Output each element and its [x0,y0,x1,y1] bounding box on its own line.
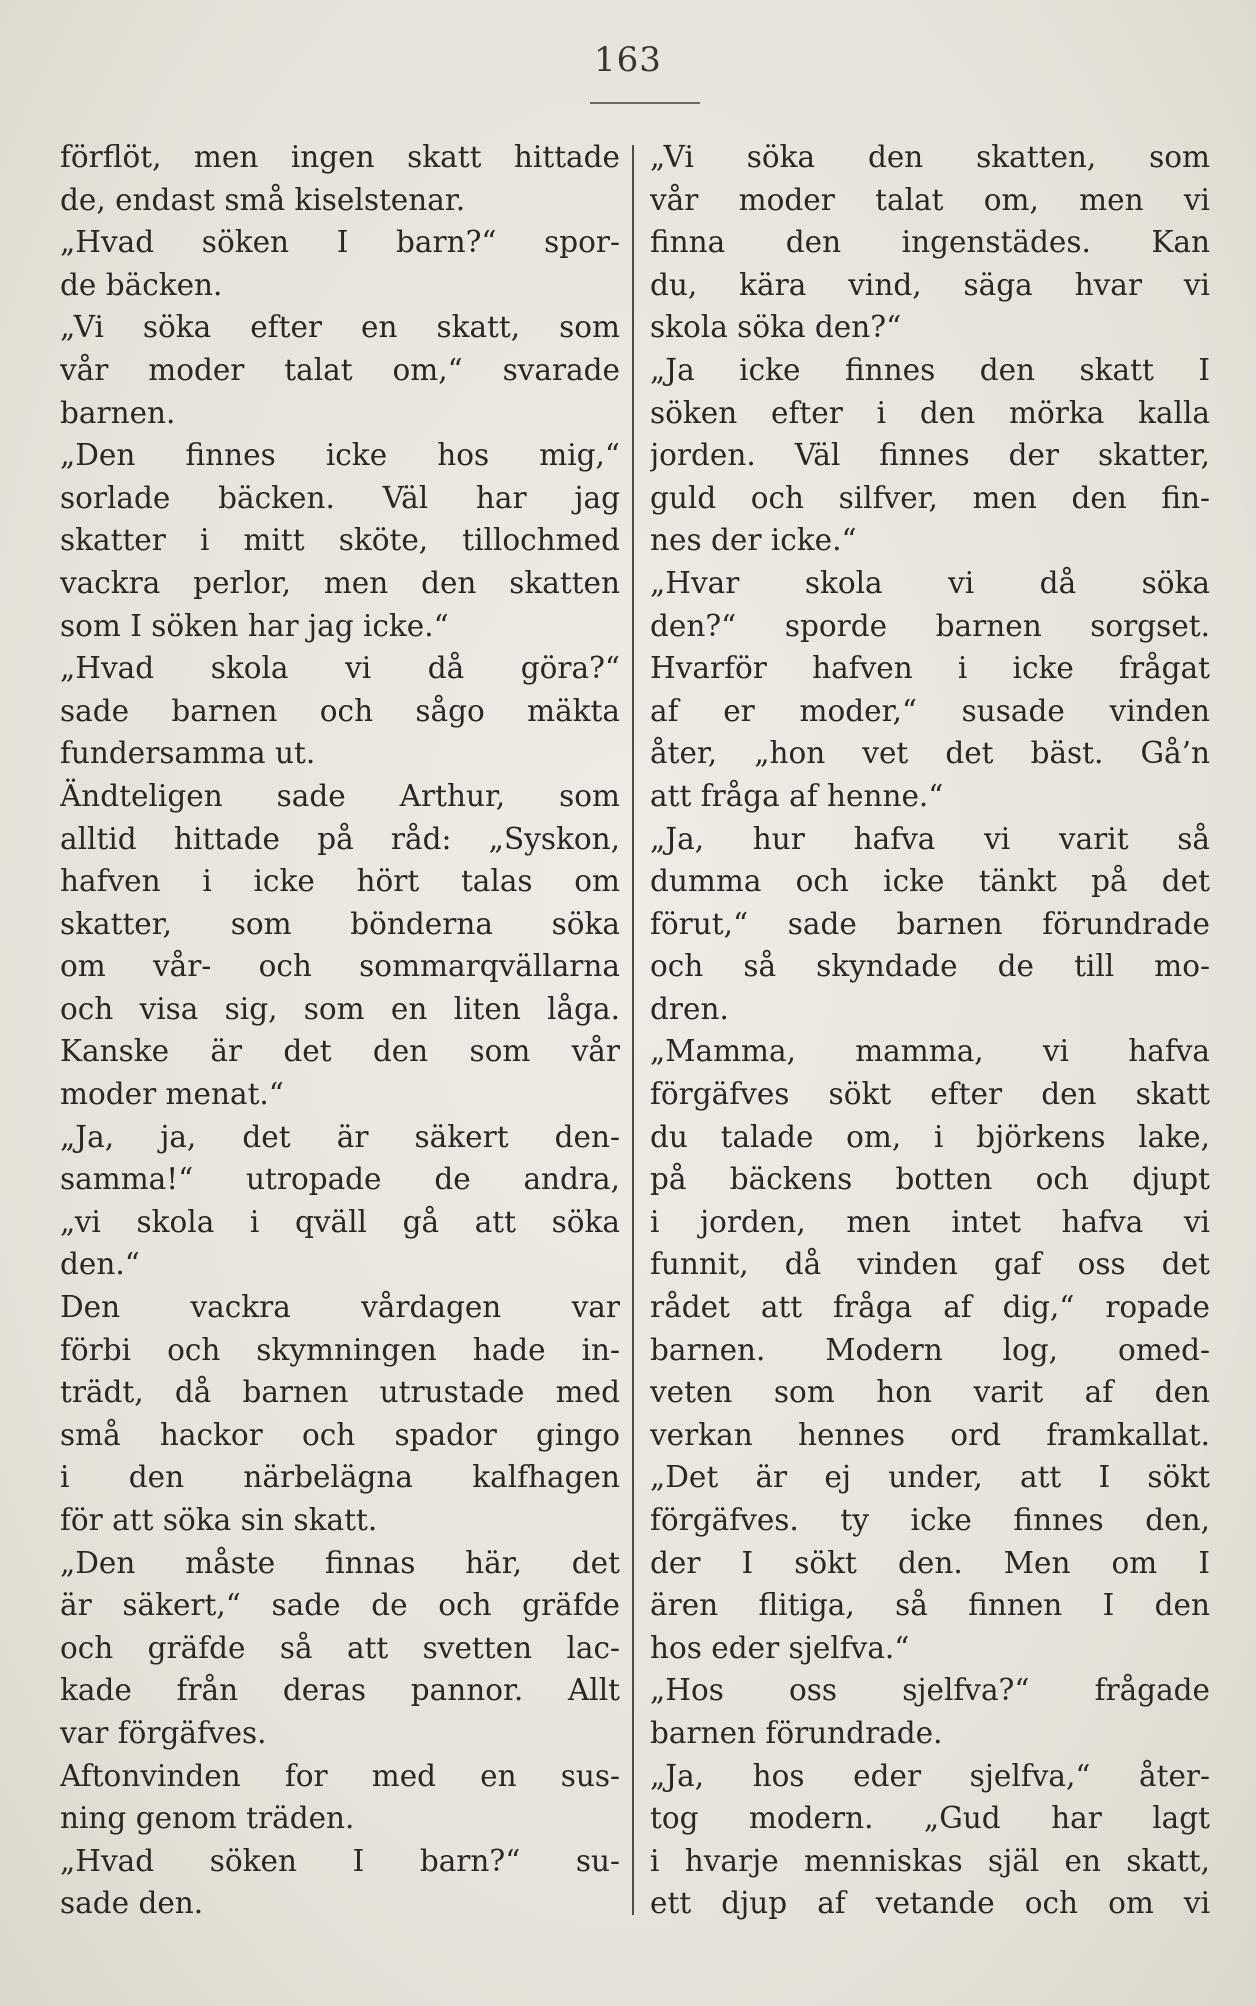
text-line: „Hvar skola vi då söka [650,565,1210,600]
text-line: „Ja, hos eder sjelfva,“ åter- [650,1758,1210,1793]
text-line: för att söka sin skatt. [60,1503,378,1537]
text-line: der I sökt den. Men om I [650,1545,1210,1580]
text-line: ären flitiga, så finnen I den [650,1588,1210,1623]
text-line: „Den finnes icke hos mig,“ [60,438,620,473]
text-line: och så skyndade de till mo- [650,949,1210,984]
text-line: nes der icke.“ [650,523,857,558]
text-line: ett djup af vetande och om vi [650,1886,1210,1921]
text-line: du, kära vind, säga hvar vi [650,267,1210,302]
text-line: skatter i mitt sköte, tillochmed [60,523,620,558]
header-rule [590,102,700,104]
text-line: om vår- och sommarqvällarna [60,949,620,984]
text-line: den.“ [60,1247,140,1282]
text-line: jorden. Väl finnes der skatter, [650,438,1210,473]
text-line: vår moder talat om, men vi [650,182,1210,217]
text-line: „Hvad söken I barn?“ su- [60,1843,620,1878]
text-line: sorlade bäcken. Väl har jag [60,480,620,515]
right-text-column [650,136,1210,1925]
page-number: 163 [594,40,662,80]
text-line: som I söken har jag icke.“ [60,608,449,643]
text-line: Hvarför hafven i icke frågat [650,651,1210,686]
text-line: „Vi söka efter en skatt, som [60,310,620,345]
text-line: att fråga af henne.“ [650,778,944,813]
text-line: Den vackra vårdagen var [60,1290,620,1325]
text-line: åter, „hon vet det bäst. Gå’n [650,736,1210,771]
text-line: „Ja, hur hafva vi varit så [650,821,1210,856]
column-divider [632,145,634,1915]
text-line: söken efter i den mörka kalla [650,395,1210,430]
text-line: och visa sig, som en liten låga. [60,991,620,1026]
text-line: rådet att fråga af dig,“ ropade [650,1290,1210,1325]
text-line: alltid hittade på råd: „Syskon, [60,821,620,856]
text-line: på bäckens botten och djupt [650,1162,1210,1197]
text-line: barnen. [60,395,176,430]
text-line: „Hos oss sjelfva?“ frågade [650,1673,1210,1708]
text-line: Ändteligen sade Arthur, som [60,778,620,813]
text-line: sade den. [60,1886,204,1921]
text-line: moder menat.“ [60,1077,284,1112]
text-line: vackra perlor, men den skatten [60,565,620,600]
text-line: dumma och icke tänkt på det [650,864,1210,899]
text-line: små hackor och spador gingo [60,1417,620,1452]
text-line: af er moder,“ susade vinden [650,693,1210,728]
text-line: var förgäfves. [60,1715,267,1750]
text-line: förbi och skymningen hade in- [60,1332,620,1367]
text-line: och gräfde så att svetten lac- [60,1630,620,1665]
text-line: veten som hon varit af den [650,1375,1210,1410]
text-line: hos eder sjelfva.“ [650,1630,910,1665]
text-line: samma!“ utropade de andra, [60,1162,620,1197]
text-line: sade barnen och sågo mäkta [60,693,620,728]
text-line: „Hvad skola vi då göra?“ [60,651,620,686]
text-line: „Mamma, mamma, vi hafva [650,1034,1210,1069]
text-line: förgäfves. ty icke finnes den, [650,1503,1210,1537]
text-line: barnen förundrade. [650,1715,943,1750]
text-line: „Hvad söken I barn?“ spor- [60,225,620,260]
text-line: „vi skola i qväll gå att söka [60,1204,620,1239]
text-line: trädt, då barnen utrustade med [60,1375,620,1410]
text-line: de bäcken. [60,267,223,302]
text-line: funnit, då vinden gaf oss det [650,1247,1210,1282]
text-line: kade från deras pannor. Allt [60,1673,620,1708]
text-line: är säkert,“ sade de och gräfde [60,1588,620,1623]
text-line: finna den ingenstädes. Kan [650,225,1210,260]
text-line: barnen. Modern log, omed- [650,1332,1210,1367]
text-line: guld och silfver, men den fin- [650,480,1210,515]
text-line: förut,“ sade barnen förundrade [650,906,1210,941]
text-line: „Ja, ja, det är säkert den- [60,1119,620,1154]
text-line: ning genom träden. [60,1801,355,1836]
text-line: verkan hennes ord framkallat. [650,1417,1210,1452]
text-line: förgäfves sökt efter den skatt [650,1077,1210,1112]
text-line: den?“ sporde barnen sorgset. [650,608,1210,643]
text-line: Aftonvinden for med en sus- [60,1758,620,1793]
text-line: „Det är ej under, att I sökt [650,1460,1210,1495]
text-line: du talade om, i björkens lake, [650,1119,1210,1154]
text-line: i hvarje menniskas själ en skatt, [650,1843,1210,1878]
text-line: „Ja icke finnes den skatt I [650,352,1210,387]
text-line: skola söka den?“ [650,310,902,345]
text-line: i den närbelägna kalfhagen [60,1460,620,1495]
text-line: hafven i icke hört talas om [60,864,620,899]
text-line: „Vi söka den skatten, som [650,140,1210,174]
text-line: „Den måste finnas här, det [60,1545,620,1580]
text-line: tog modern. „Gud har lagt [650,1801,1210,1836]
text-line: dren. [650,991,729,1026]
text-line: de, endast små kiselstenar. [60,182,466,217]
text-line: förflöt, men ingen skatt hittade [60,140,620,174]
text-line: fundersamma ut. [60,736,316,771]
text-line: skatter, som bönderna söka [60,906,620,941]
text-line: vår moder talat om,“ svarade [60,352,620,387]
left-text-column [60,136,620,1925]
text-line: Kanske är det den som vår [60,1034,620,1069]
text-line: i jorden, men intet hafva vi [650,1204,1210,1239]
